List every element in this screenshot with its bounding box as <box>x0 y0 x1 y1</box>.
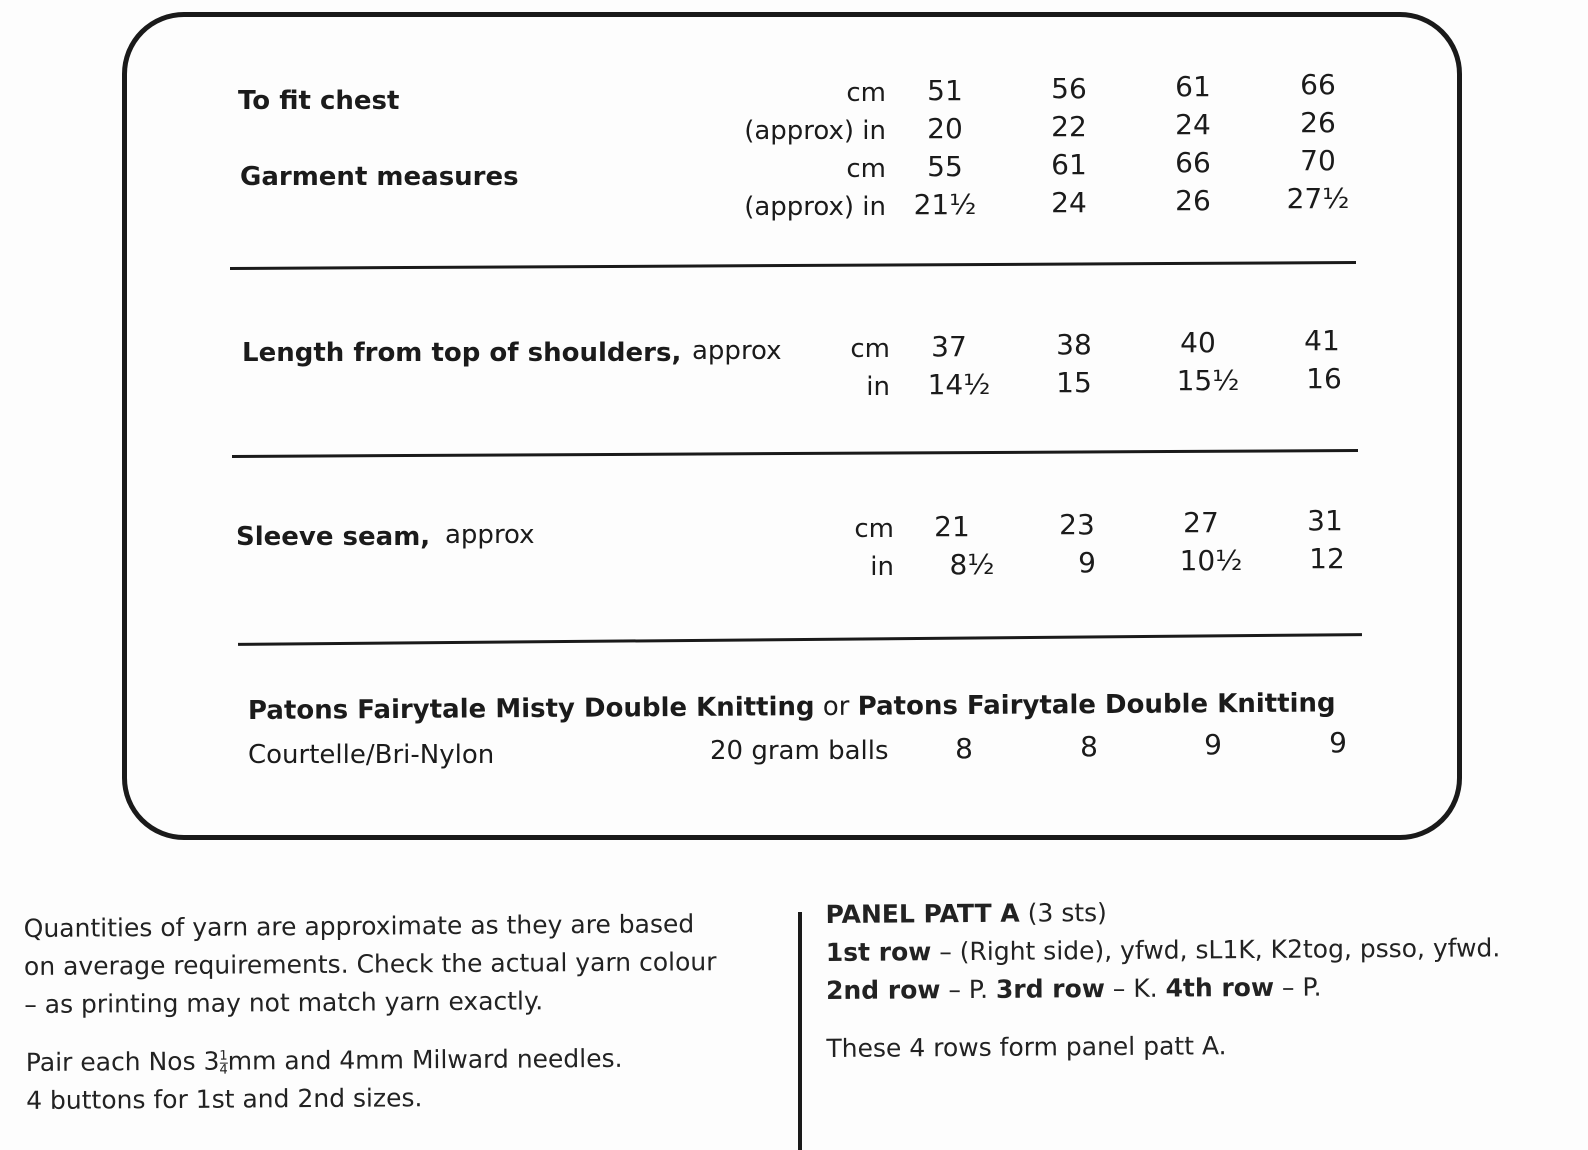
chest-in-size3: 24 <box>1175 108 1211 141</box>
garment-cm-size1: 55 <box>927 150 963 183</box>
note-line-2: on average requirements. Check the actual yarn colour <box>23 947 717 981</box>
length-in-size3: 15½ <box>1176 364 1240 397</box>
yarn-fibre: Courtelle/Bri-Nylon <box>248 740 495 770</box>
length-in-size1: 14½ <box>927 368 991 401</box>
length-cm-size1: 37 <box>931 330 967 363</box>
length-in-size4: 16 <box>1306 362 1342 395</box>
length-in-size2: 15 <box>1056 366 1092 399</box>
sleeve-seam-label: Sleeve seam, <box>236 522 431 552</box>
note-line-1: Quantities of yarn are approximate as they are based <box>23 909 695 944</box>
chest-cm-size1: 51 <box>927 74 963 107</box>
column-divider <box>798 912 802 1150</box>
sleeve-cm-size2: 23 <box>1059 508 1095 541</box>
length-label: Length from top of shoulders, <box>242 338 682 368</box>
row2-label: 2nd row <box>825 975 941 1005</box>
chest-cm-size4: 66 <box>1300 68 1336 101</box>
garment-in-size2: 24 <box>1051 186 1087 219</box>
garment-cm-size4: 70 <box>1300 144 1336 177</box>
needles-frac-top: 1 <box>219 1048 228 1064</box>
yarn-name-misty: Patons Fairytale Misty Double Knitting <box>247 692 815 726</box>
sleeve-in-size1: 8½ <box>949 548 995 581</box>
sleeve-qualifier: approx <box>445 520 535 550</box>
row1-text: – (Right side), yfwd, sL1K, K2tog, psso, yfwd. <box>931 933 1501 967</box>
chest-cm-size2: 56 <box>1051 72 1087 105</box>
yarn-quantities-note <box>24 905 717 1024</box>
needles-line <box>26 1040 623 1082</box>
chest-in-unit: (approx) in <box>744 116 886 146</box>
sleeve-in-size3: 10½ <box>1179 544 1243 577</box>
garment-measures-label: Garment measures <box>240 162 519 192</box>
length-in-unit: in <box>866 372 890 402</box>
needles-text-pre: Pair each Nos 3 <box>25 1046 220 1078</box>
needles-buttons-note <box>26 1040 623 1120</box>
needles-fraction <box>219 1049 227 1076</box>
chest-cm-size3: 61 <box>1175 70 1211 103</box>
needles-text-post: mm and 4mm Milward needles. <box>227 1043 623 1076</box>
yarn-unit: 20 gram balls <box>710 736 889 766</box>
panel-rows-2-4 <box>826 967 1501 1010</box>
yarn-or: or <box>822 691 850 722</box>
to-fit-chest-label: To fit chest <box>238 86 400 116</box>
yarn-name-standard: Patons Fairytale Double Knitting <box>857 688 1336 722</box>
chest-in-size1: 20 <box>927 112 963 145</box>
panel-summary: These 4 rows form panel patt A. <box>826 1031 1227 1063</box>
row3-text: – K. <box>1104 973 1166 1004</box>
panel-title-line <box>825 891 1500 934</box>
garment-in-unit: (approx) in <box>744 192 886 222</box>
garment-cm-size3: 66 <box>1175 146 1211 179</box>
length-cm-unit: cm <box>850 334 890 364</box>
chest-in-size2: 22 <box>1051 110 1087 143</box>
yarn-qty-size2: 8 <box>1080 730 1098 763</box>
row4-label: 4th row <box>1165 972 1275 1003</box>
length-qualifier: approx <box>692 336 782 366</box>
sleeve-cm-size3: 27 <box>1183 506 1219 539</box>
panel-title: PANEL PATT A <box>825 898 1020 930</box>
yarn-qty-size1: 8 <box>955 732 973 765</box>
chest-in-size4: 26 <box>1300 106 1336 139</box>
sleeve-in-size2: 9 <box>1078 546 1096 579</box>
row4-text: – P. <box>1273 972 1322 1002</box>
panel-patt-a <box>825 891 1501 1068</box>
note-line-3: – as printing may not match yarn exactly. <box>24 986 544 1019</box>
panel-title-note: (3 sts) <box>1027 898 1107 928</box>
buttons-line: 4 buttons for 1st and 2nd sizes. <box>26 1083 423 1115</box>
needles-frac-bottom: 4 <box>219 1062 228 1078</box>
yarn-qty-size4: 9 <box>1329 726 1347 759</box>
sleeve-cm-size4: 31 <box>1307 504 1343 537</box>
sleeve-in-unit: in <box>870 552 894 582</box>
row1-label: 1st row <box>825 937 932 968</box>
garment-in-size3: 26 <box>1175 184 1211 217</box>
garment-in-size4: 27½ <box>1286 182 1350 215</box>
length-cm-size2: 38 <box>1056 328 1092 361</box>
length-cm-size3: 40 <box>1180 326 1216 359</box>
length-cm-size4: 41 <box>1304 324 1340 357</box>
sleeve-in-size4: 12 <box>1309 542 1345 575</box>
row2-text: – P. <box>940 974 997 1005</box>
sleeve-cm-unit: cm <box>854 514 894 544</box>
garment-cm-size2: 61 <box>1051 148 1087 181</box>
sleeve-cm-size1: 21 <box>934 510 970 543</box>
yarn-qty-size3: 9 <box>1204 728 1222 761</box>
chest-cm-unit: cm <box>846 78 886 108</box>
garment-in-size1: 21½ <box>913 188 977 221</box>
garment-cm-unit: cm <box>846 154 886 184</box>
panel-row-1 <box>826 929 1501 972</box>
row3-label: 3rd row <box>995 974 1105 1004</box>
